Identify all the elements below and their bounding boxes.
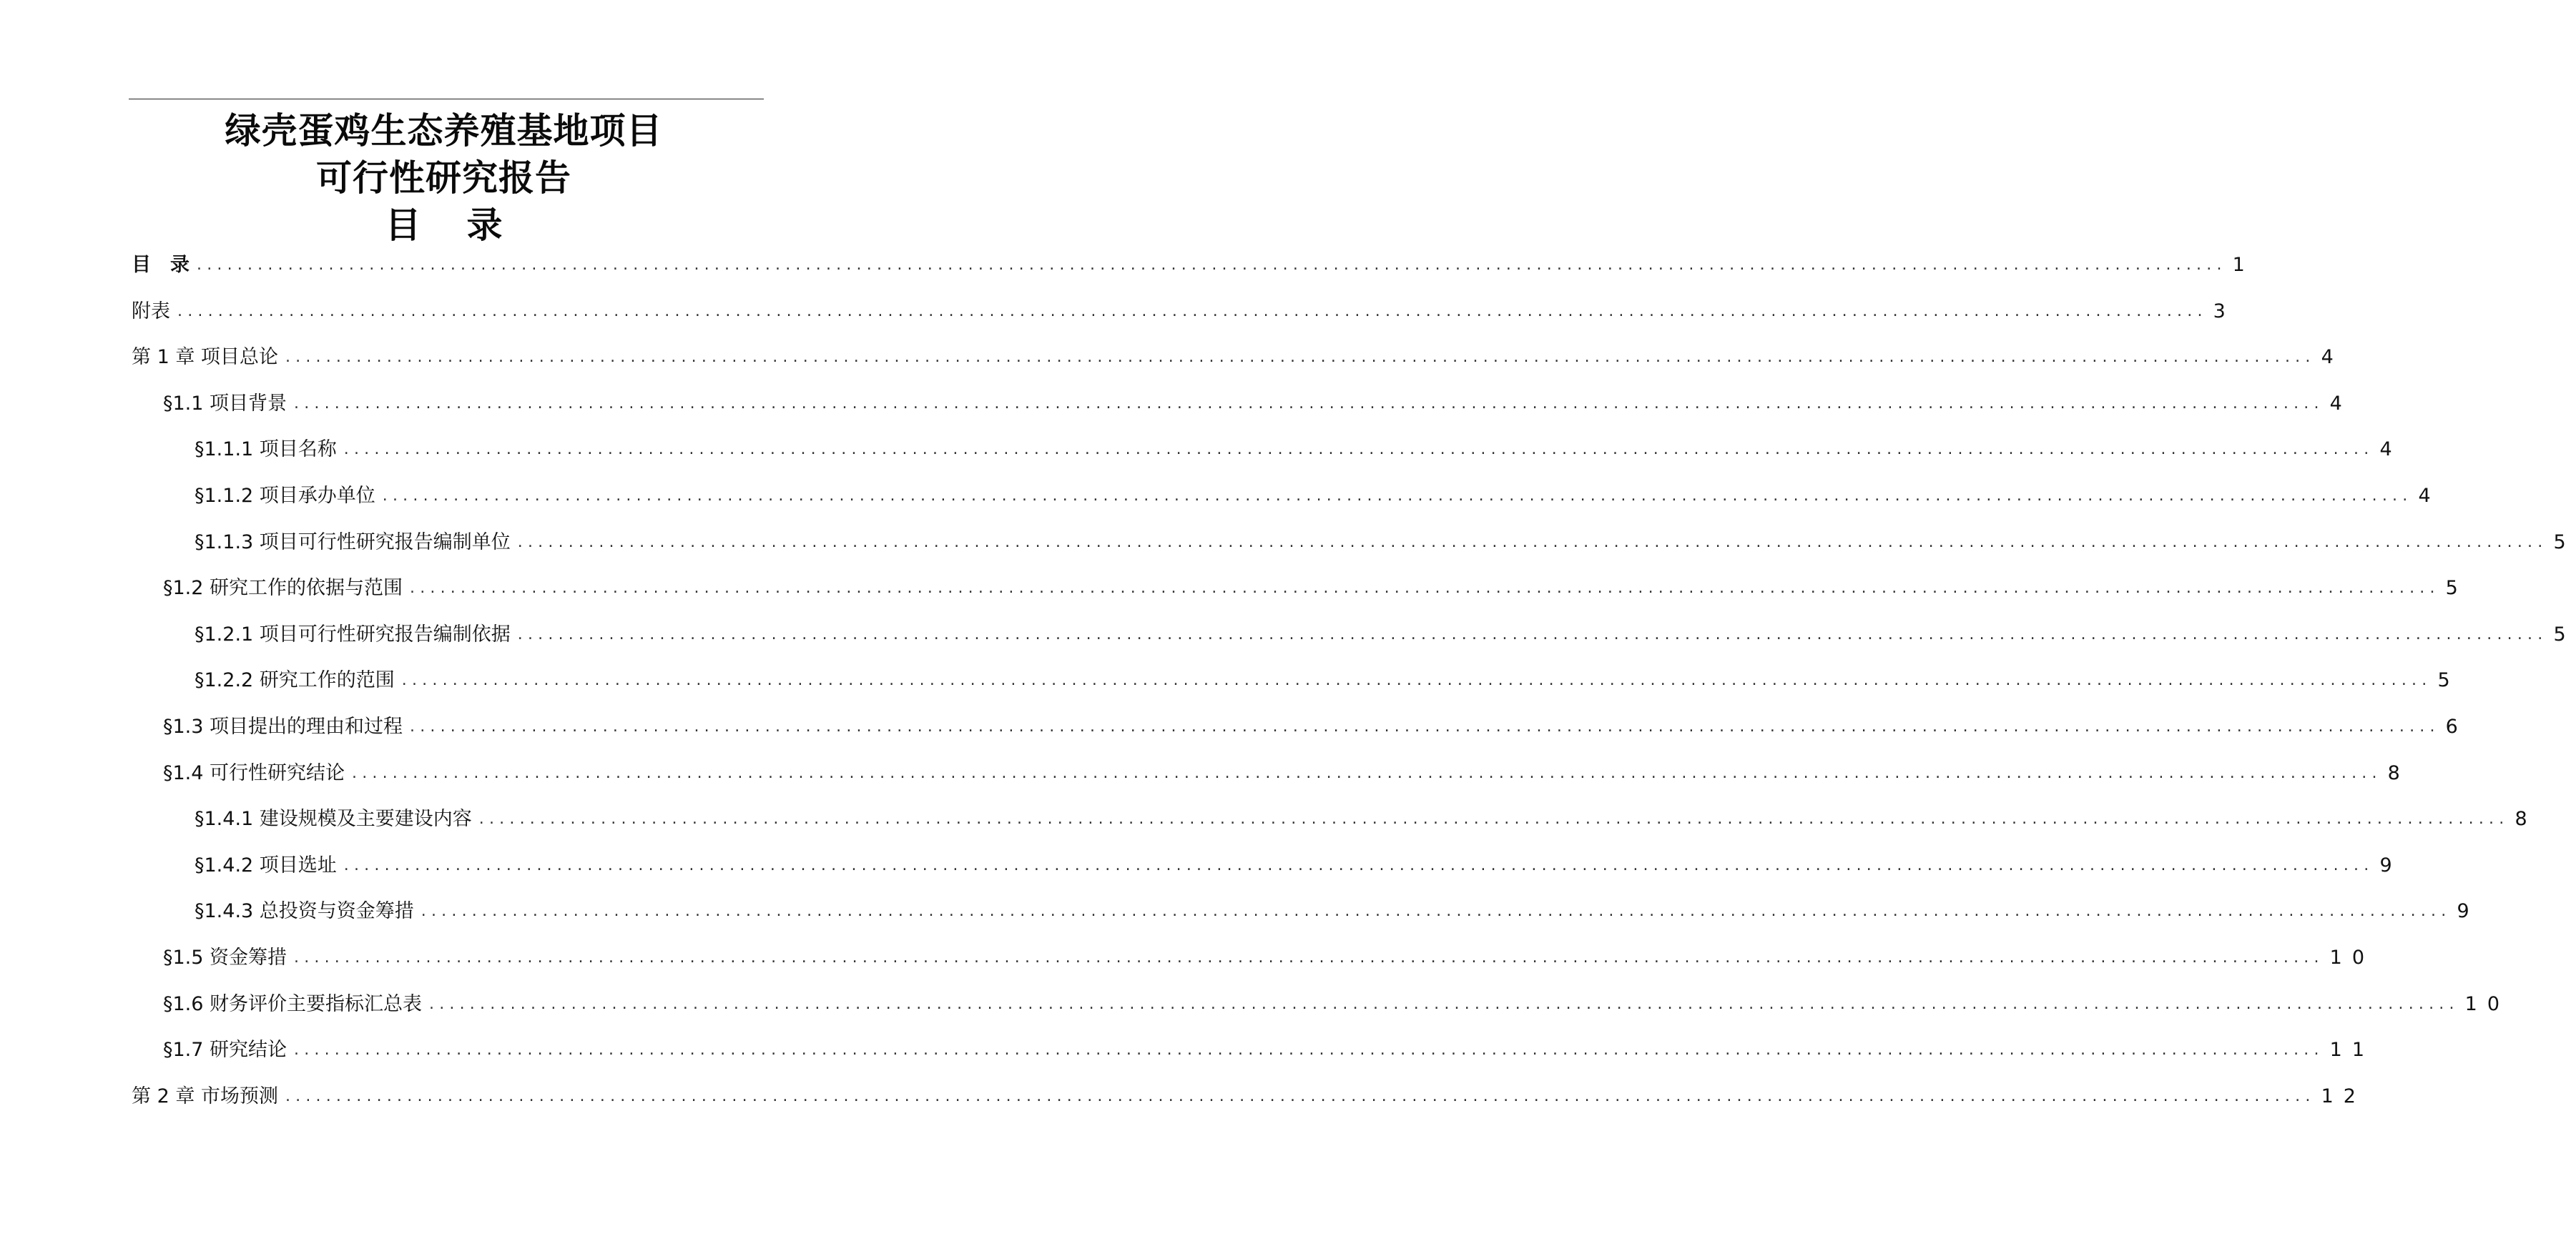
toc-entry[interactable] bbox=[195, 621, 2576, 649]
toc-entry[interactable] bbox=[195, 435, 2402, 464]
toc-entry[interactable] bbox=[163, 990, 2510, 1019]
toc-leader-dots: ........................................................................................................................................................................................................ bbox=[382, 487, 2413, 505]
toc-leader-dots: ........................................................................................................................................................................................................ bbox=[410, 718, 2440, 736]
toc-entry-label: §1.7 研究结论 bbox=[163, 1036, 294, 1065]
toc-entry-page-number: 10 bbox=[2464, 992, 2510, 1015]
toc-entry-label: §1.5 资金筹措 bbox=[163, 944, 294, 972]
toc-entry[interactable] bbox=[132, 251, 2255, 280]
toc-leader-dots: ........................................................................................................................................................................................................ bbox=[401, 671, 2432, 690]
toc-leader-dots: ........................................................................................................................................................................................................ bbox=[285, 348, 2316, 367]
toc-leader-dots: ........................................................................................................................................................................................................ bbox=[352, 764, 2382, 782]
toc-entry-label: §1.4.1 建设规模及主要建设内容 bbox=[195, 805, 479, 834]
toc-leader-dots: ........................................................................................................................................................................................................ bbox=[294, 394, 2324, 413]
toc-entry[interactable] bbox=[195, 528, 2576, 557]
toc-entry-label: §1.1.3 项目可行性研究报告编制单位 bbox=[195, 528, 518, 557]
toc-entry-page-number: 5 bbox=[2553, 530, 2576, 553]
toc-entry[interactable] bbox=[163, 944, 2375, 972]
toc-entry-label: §1.1.1 项目名称 bbox=[195, 435, 344, 464]
toc-entry-page-number: 8 bbox=[2514, 808, 2537, 831]
toc-entry-label: §1.2.1 项目可行性研究报告编制依据 bbox=[195, 621, 518, 649]
toc-entry[interactable] bbox=[163, 574, 2468, 603]
toc-entry-page-number: 12 bbox=[2321, 1085, 2366, 1107]
toc-leader-dots: ........................................................................................................................................................................................................ bbox=[478, 810, 2509, 829]
toc-entry[interactable] bbox=[132, 1082, 2366, 1111]
toc-entry-label: §1.3 项目提出的理由和过程 bbox=[163, 713, 410, 741]
toc-entry[interactable] bbox=[163, 713, 2468, 741]
toc-entry-label: §1.1.2 项目承办单位 bbox=[195, 482, 383, 510]
toc-entry-page-number: 3 bbox=[2213, 300, 2236, 322]
toc-entry-label: §1.1 项目背景 bbox=[163, 390, 294, 418]
toc-leader-dots: ........................................................................................................................................................................................................ bbox=[517, 533, 2548, 551]
toc-leader-dots: ........................................................................................................................................................................................................ bbox=[410, 579, 2440, 598]
toc-entry-label: 第 1 章 项目总论 bbox=[132, 343, 285, 372]
toc-entry[interactable] bbox=[195, 805, 2537, 834]
toc-entry-label: 第 2 章 市场预测 bbox=[132, 1082, 285, 1111]
toc-entry[interactable] bbox=[132, 297, 2236, 326]
toc-entry-page-number: 4 bbox=[2418, 485, 2441, 507]
toc-leader-dots: ........................................................................................................................................................................................................ bbox=[429, 994, 2459, 1013]
toc-leader-dots: ........................................................................................................................................................................................................ bbox=[294, 1041, 2324, 1060]
title-block bbox=[0, 107, 888, 249]
toc-entry-page-number: 9 bbox=[2457, 900, 2479, 923]
toc-leader-dots: ........................................................................................................................................................................................................ bbox=[343, 440, 2374, 459]
toc-leader-dots: ........................................................................................................................................................................................................ bbox=[285, 1087, 2316, 1105]
toc-entry-label: 目 录 bbox=[132, 251, 197, 280]
toc-entry[interactable] bbox=[195, 666, 2460, 695]
toc-entry-label: §1.4.3 总投资与资金筹措 bbox=[195, 897, 421, 926]
toc-entry-label: §1.6 财务评价主要指标汇总表 bbox=[163, 990, 429, 1019]
toc-entry-page-number: 11 bbox=[2329, 1039, 2375, 1062]
toc-leader-dots: ........................................................................................................................................................................................................ bbox=[421, 902, 2452, 921]
toc-entry[interactable] bbox=[163, 390, 2352, 418]
toc-entry-label: 附表 bbox=[132, 297, 177, 326]
toc-entry[interactable] bbox=[163, 1036, 2375, 1065]
toc-leader-dots: ........................................................................................................................................................................................................ bbox=[197, 256, 2227, 274]
toc-entry-page-number: 4 bbox=[2329, 392, 2352, 415]
toc-entry-page-number: 5 bbox=[2437, 669, 2460, 692]
toc-entry-label: §1.4 可行性研究结论 bbox=[163, 759, 352, 788]
toc-entry-page-number: 9 bbox=[2379, 854, 2402, 877]
toc-entry-label: §1.2.2 研究工作的范围 bbox=[195, 666, 402, 695]
toc-entry-page-number: 4 bbox=[2379, 438, 2402, 461]
document-title-line-2: 可行性研究报告 bbox=[316, 157, 571, 199]
toc-entry-page-number: 4 bbox=[2321, 346, 2344, 369]
toc-entry[interactable] bbox=[132, 343, 2344, 372]
toc-entry-label: §1.4.2 项目选址 bbox=[195, 851, 344, 880]
toc-entry-page-number: 1 bbox=[2232, 254, 2255, 276]
toc-heading: 目录 bbox=[385, 204, 549, 246]
document-title-line-1: 绿壳蛋鸡生态养殖基地项目 bbox=[225, 110, 663, 152]
toc-entry-page-number: 5 bbox=[2553, 623, 2576, 646]
toc-entry[interactable] bbox=[163, 759, 2410, 788]
toc-entry-page-number: 10 bbox=[2329, 947, 2375, 969]
toc-entry-page-number: 6 bbox=[2445, 716, 2468, 738]
toc-leader-dots: ........................................................................................................................................................................................................ bbox=[177, 302, 2208, 320]
toc-leader-dots: ........................................................................................................................................................................................................ bbox=[294, 949, 2324, 967]
toc-entry-page-number: 8 bbox=[2387, 761, 2410, 784]
toc-entry-page-number: 5 bbox=[2445, 577, 2468, 600]
toc-entry-label: §1.2 研究工作的依据与范围 bbox=[163, 574, 410, 603]
toc-leader-dots: ........................................................................................................................................................................................................ bbox=[517, 625, 2548, 643]
toc-entry[interactable] bbox=[195, 897, 2479, 926]
toc-entry[interactable] bbox=[195, 851, 2402, 880]
toc-leader-dots: ........................................................................................................................................................................................................ bbox=[343, 856, 2374, 874]
toc-entry[interactable] bbox=[195, 482, 2441, 510]
